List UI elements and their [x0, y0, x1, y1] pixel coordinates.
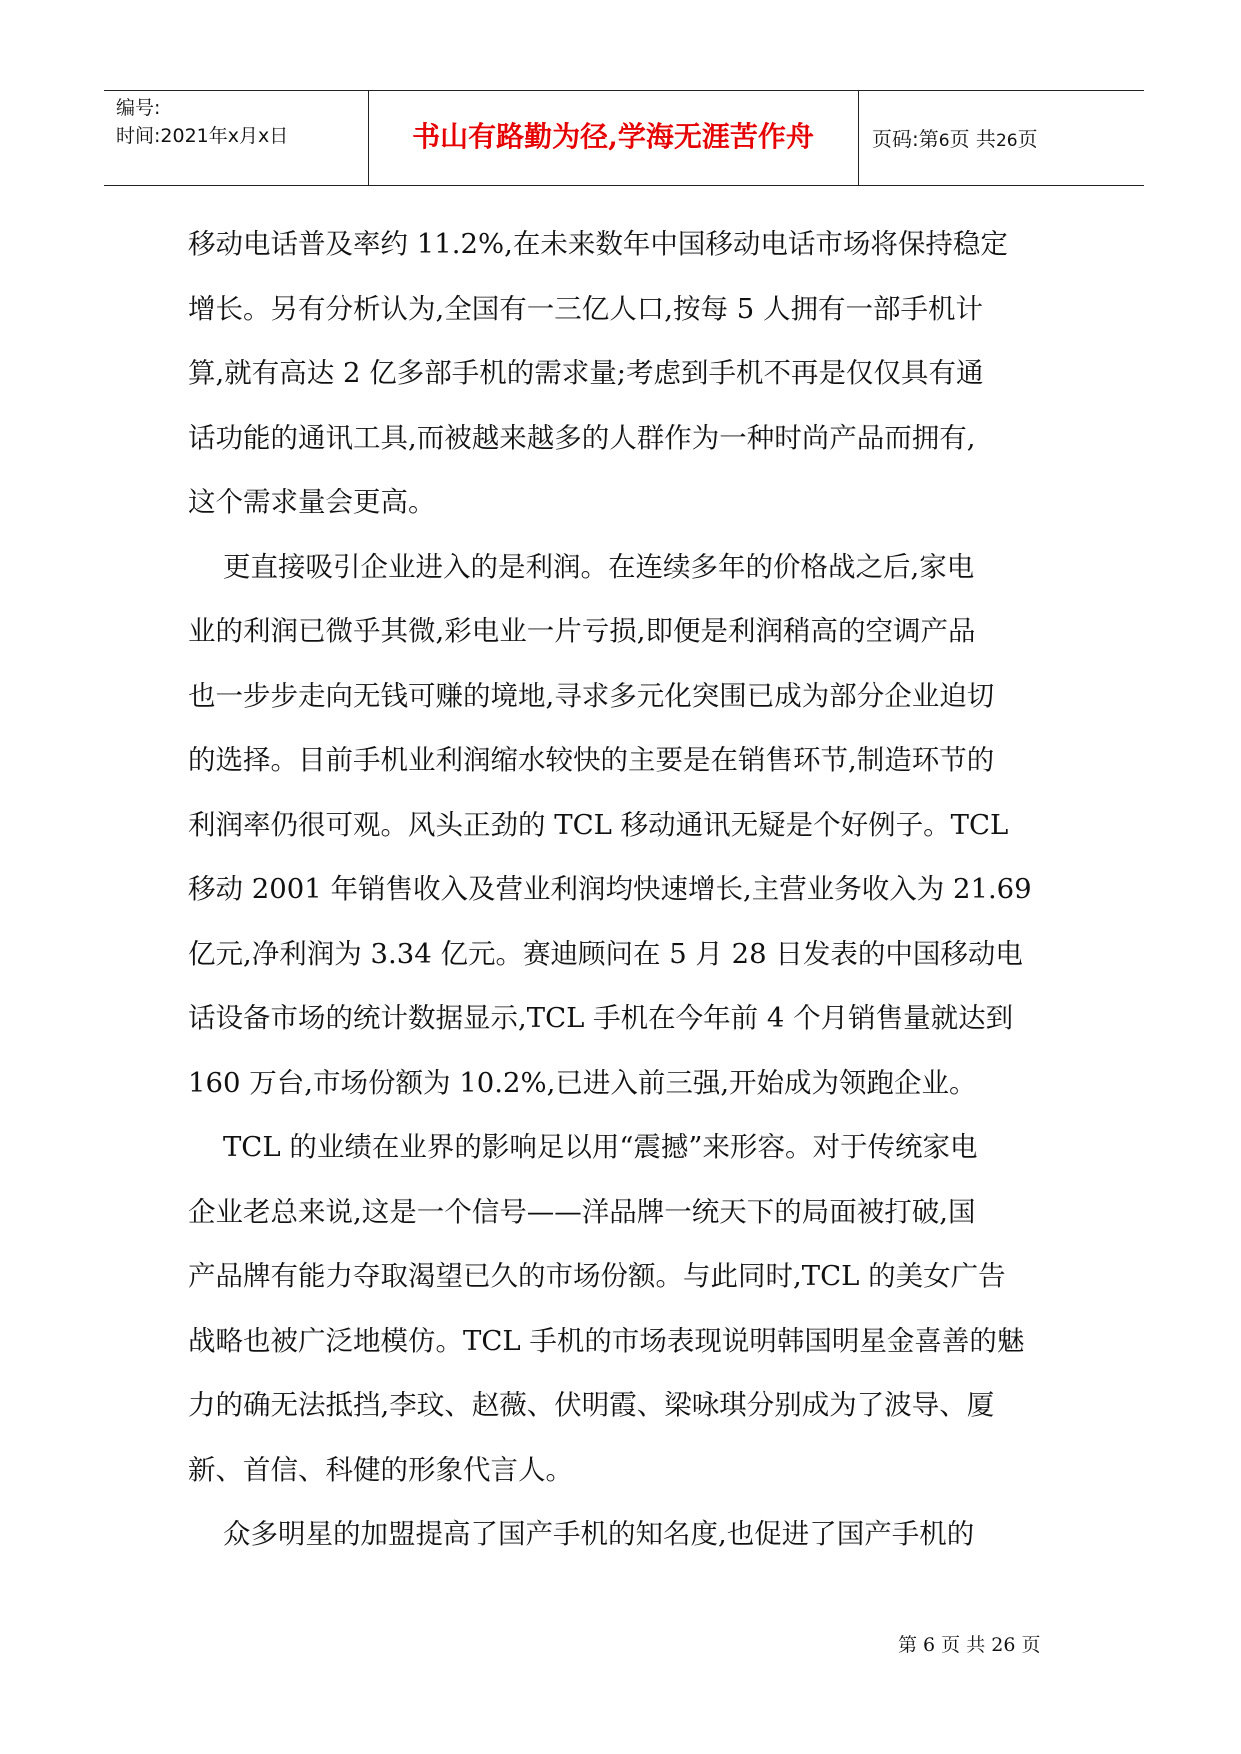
header-page-cell: [858, 91, 1144, 185]
header-info-cell: [104, 91, 369, 185]
text-line: 更直接吸引企业进入的是利润。在连续多年的价格战之后,家电: [188, 550, 975, 583]
page-prefix: 页码:第: [872, 127, 939, 151]
text-line: 增长。另有分析认为,全国有一三亿人口,按每 5 人拥有一部手机计: [188, 292, 983, 325]
text-line: 利润率仍很可观。风头正劲的 TCL 移动通讯无疑是个好例子。TCL: [188, 808, 1009, 841]
page-suffix: 页: [1017, 127, 1038, 151]
text-line: 移动电话普及率约 11.2%,在未来数年中国移动电话市场将保持稳定: [188, 228, 1008, 260]
header-motto-cell: [368, 91, 859, 185]
page-total: 26: [995, 131, 1018, 151]
document-number-label: 编号:: [116, 97, 161, 119]
page-footer: 第 6 页 共 26 页: [898, 1634, 1041, 1656]
text-line: 企业老总来说,这是一个信号——洋品牌一统天下的局面被打破,国: [188, 1195, 976, 1228]
text-line: TCL 的业绩在业界的影响足以用“震撼”来形容。对于传统家电: [188, 1131, 978, 1163]
text-line: 业的利润已微乎其微,彩电业一片亏损,即便是利润稍高的空调产品: [188, 615, 976, 647]
text-line: 产品牌有能力夺取渴望已久的市场份额。与此同时,TCL 的美女广告: [188, 1260, 1006, 1292]
text-line: 移动 2001 年销售收入及营业利润均快速增长,主营业务收入为 21.69: [188, 873, 1032, 905]
text-line: 新、首信、科健的形象代言人。: [188, 1453, 573, 1486]
motto-text: 书山有路勤为径,学海无涯苦作舟: [412, 120, 814, 153]
text-line: 也一步步走向无钱可赚的境地,寻求多元化突围已成为部分企业迫切: [188, 679, 995, 712]
page-mid: 页 共: [949, 127, 996, 151]
text-line: 话设备市场的统计数据显示,TCL 手机在今年前 4 个月销售量就达到: [188, 1002, 1014, 1034]
text-line: 160 万台,市场份额为 10.2%,已进入前三强,开始成为领跑企业。: [188, 1066, 977, 1099]
body-text: [188, 212, 1058, 1567]
text-line: 众多明星的加盟提高了国产手机的知名度,也促进了国产手机的: [188, 1518, 975, 1550]
text-line: 的选择。目前手机业利润缩水较快的主要是在销售环节,制造环节的: [188, 744, 995, 776]
document-time-label: 时间:2021年x月x日: [116, 125, 289, 147]
text-line: 这个需求量会更高。: [188, 486, 436, 518]
text-line: 亿元,净利润为 3.34 亿元。赛迪顾问在 5 月 28 日发表的中国移动电: [188, 937, 1023, 970]
text-line: 战略也被广泛地模仿。TCL 手机的市场表现说明韩国明星金喜善的魅: [188, 1324, 1025, 1357]
page-header: [104, 90, 1144, 186]
header-page-number: [872, 123, 1038, 152]
text-line: 力的确无法抵挡,李玟、赵薇、伏明霞、梁咏琪分别成为了波导、厦: [188, 1389, 995, 1421]
text-line: 算,就有高达 2 亿多部手机的需求量;考虑到手机不再是仅仅具有通: [188, 357, 984, 389]
text-line: 话功能的通讯工具,而被越来越多的人群作为一种时尚产品而拥有,: [188, 421, 976, 454]
page-current: 6: [938, 131, 950, 151]
